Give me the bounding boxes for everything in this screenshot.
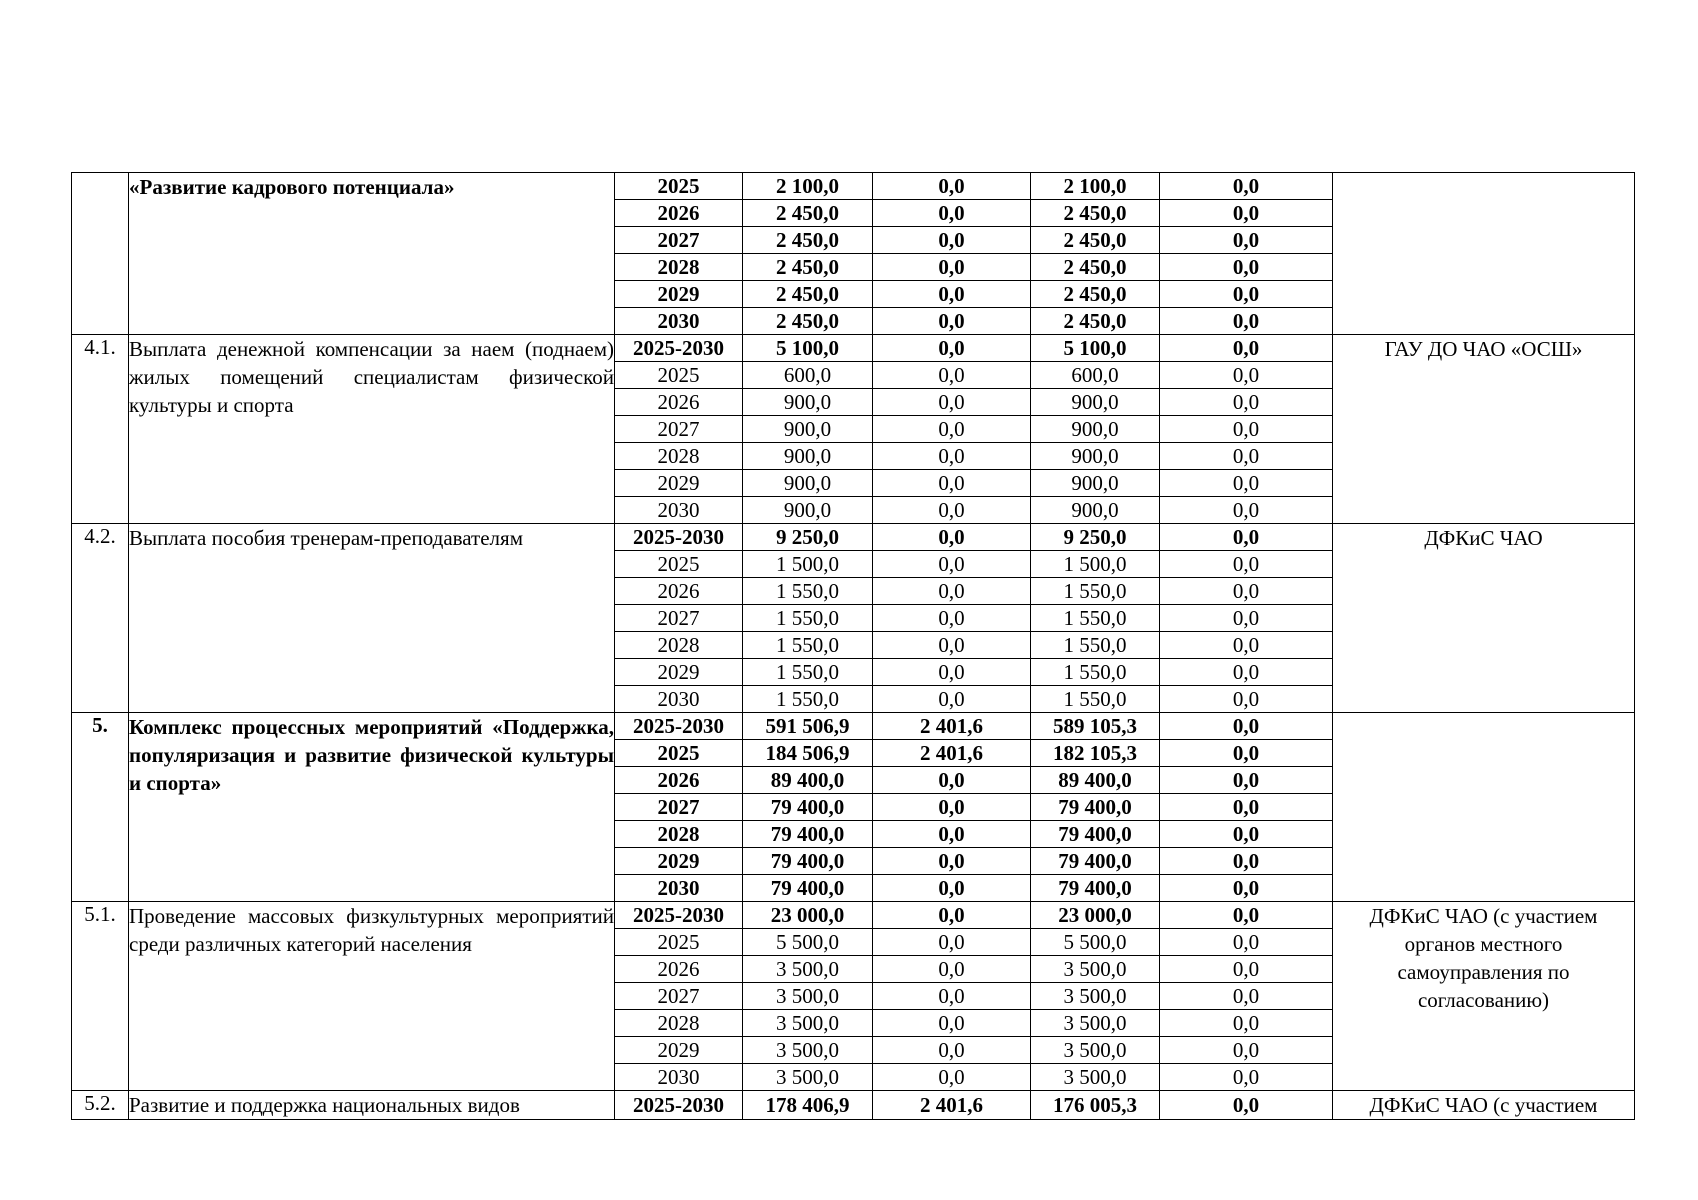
total-cell: 178 406,9: [743, 1091, 873, 1120]
amount-cell: 3 500,0: [1031, 956, 1160, 983]
responsible-executor: [1333, 173, 1635, 335]
total-cell: 3 500,0: [743, 1064, 873, 1091]
total-cell: 3 500,0: [743, 1037, 873, 1064]
amount-cell: 0,0: [1160, 389, 1333, 416]
total-cell: 900,0: [743, 416, 873, 443]
year-cell: 2030: [615, 1064, 743, 1091]
amount-cell: 2 401,6: [873, 1091, 1031, 1120]
amount-cell: 0,0: [873, 227, 1031, 254]
year-cell: 2029: [615, 848, 743, 875]
amount-cell: 0,0: [1160, 902, 1333, 929]
year-cell: 2026: [615, 389, 743, 416]
amount-cell: 0,0: [1160, 659, 1333, 686]
total-cell: 900,0: [743, 443, 873, 470]
total-cell: 79 400,0: [743, 794, 873, 821]
year-cell: 2025-2030: [615, 713, 743, 740]
item-number: 5.2.: [72, 1091, 129, 1120]
amount-cell: 2 401,6: [873, 713, 1031, 740]
amount-cell: 0,0: [873, 524, 1031, 551]
amount-cell: 2 450,0: [1031, 308, 1160, 335]
amount-cell: 0,0: [873, 794, 1031, 821]
table-row: [72, 524, 1635, 551]
year-cell: 2025: [615, 929, 743, 956]
year-cell: 2029: [615, 470, 743, 497]
amount-cell: 176 005,3: [1031, 1091, 1160, 1120]
total-cell: 2 450,0: [743, 227, 873, 254]
total-cell: 2 450,0: [743, 308, 873, 335]
year-cell: 2026: [615, 200, 743, 227]
amount-cell: 900,0: [1031, 416, 1160, 443]
amount-cell: 0,0: [873, 470, 1031, 497]
year-cell: 2025: [615, 740, 743, 767]
amount-cell: 0,0: [1160, 227, 1333, 254]
amount-cell: 0,0: [1160, 1091, 1333, 1120]
total-cell: 2 450,0: [743, 200, 873, 227]
amount-cell: 0,0: [1160, 497, 1333, 524]
amount-cell: 0,0: [873, 983, 1031, 1010]
item-number: 5.1.: [72, 902, 129, 1091]
year-cell: 2030: [615, 875, 743, 902]
amount-cell: 182 105,3: [1031, 740, 1160, 767]
amount-cell: 5 500,0: [1031, 929, 1160, 956]
year-cell: 2027: [615, 794, 743, 821]
total-cell: 9 250,0: [743, 524, 873, 551]
total-cell: 3 500,0: [743, 1010, 873, 1037]
amount-cell: 0,0: [1160, 848, 1333, 875]
amount-cell: 0,0: [1160, 983, 1333, 1010]
total-cell: 79 400,0: [743, 875, 873, 902]
amount-cell: 0,0: [873, 632, 1031, 659]
amount-cell: 23 000,0: [1031, 902, 1160, 929]
amount-cell: 0,0: [873, 335, 1031, 362]
amount-cell: 0,0: [873, 686, 1031, 713]
amount-cell: 2 450,0: [1031, 281, 1160, 308]
amount-cell: 0,0: [873, 875, 1031, 902]
amount-cell: 0,0: [873, 821, 1031, 848]
amount-cell: 1 550,0: [1031, 578, 1160, 605]
year-cell: 2025-2030: [615, 335, 743, 362]
item-name: Выплата пособия тренерам-преподавателям: [129, 524, 615, 713]
responsible-executor: [1333, 713, 1635, 902]
amount-cell: 1 550,0: [1031, 632, 1160, 659]
total-cell: 79 400,0: [743, 821, 873, 848]
amount-cell: 2 450,0: [1031, 254, 1160, 281]
amount-cell: 0,0: [873, 1037, 1031, 1064]
year-cell: 2028: [615, 254, 743, 281]
amount-cell: 0,0: [873, 200, 1031, 227]
amount-cell: 0,0: [1160, 1037, 1333, 1064]
amount-cell: 0,0: [873, 362, 1031, 389]
total-cell: 5 500,0: [743, 929, 873, 956]
total-cell: 600,0: [743, 362, 873, 389]
amount-cell: 0,0: [1160, 254, 1333, 281]
total-cell: 900,0: [743, 497, 873, 524]
year-cell: 2025: [615, 551, 743, 578]
year-cell: 2027: [615, 416, 743, 443]
amount-cell: 900,0: [1031, 443, 1160, 470]
amount-cell: 0,0: [873, 416, 1031, 443]
amount-cell: 2 450,0: [1031, 227, 1160, 254]
year-cell: 2027: [615, 227, 743, 254]
amount-cell: 0,0: [1160, 524, 1333, 551]
amount-cell: 0,0: [873, 1064, 1031, 1091]
amount-cell: 9 250,0: [1031, 524, 1160, 551]
amount-cell: 0,0: [1160, 956, 1333, 983]
amount-cell: 0,0: [1160, 632, 1333, 659]
amount-cell: 0,0: [873, 308, 1031, 335]
amount-cell: 0,0: [1160, 281, 1333, 308]
responsible-executor: ДФКиС ЧАО: [1333, 524, 1635, 713]
amount-cell: 0,0: [1160, 173, 1333, 200]
total-cell: 5 100,0: [743, 335, 873, 362]
amount-cell: 0,0: [1160, 1064, 1333, 1091]
year-cell: 2026: [615, 767, 743, 794]
amount-cell: 3 500,0: [1031, 1037, 1160, 1064]
amount-cell: 3 500,0: [1031, 983, 1160, 1010]
amount-cell: 0,0: [873, 173, 1031, 200]
year-cell: 2028: [615, 443, 743, 470]
total-cell: 2 450,0: [743, 281, 873, 308]
amount-cell: 1 550,0: [1031, 659, 1160, 686]
amount-cell: 0,0: [873, 929, 1031, 956]
amount-cell: 5 100,0: [1031, 335, 1160, 362]
amount-cell: 0,0: [1160, 416, 1333, 443]
total-cell: 900,0: [743, 389, 873, 416]
amount-cell: 2 401,6: [873, 740, 1031, 767]
amount-cell: 1 550,0: [1031, 686, 1160, 713]
amount-cell: 0,0: [1160, 578, 1333, 605]
amount-cell: 900,0: [1031, 389, 1160, 416]
total-cell: 89 400,0: [743, 767, 873, 794]
total-cell: 184 506,9: [743, 740, 873, 767]
total-cell: 23 000,0: [743, 902, 873, 929]
total-cell: 1 550,0: [743, 578, 873, 605]
amount-cell: 0,0: [1160, 875, 1333, 902]
year-cell: 2029: [615, 281, 743, 308]
amount-cell: 0,0: [873, 956, 1031, 983]
amount-cell: 0,0: [873, 254, 1031, 281]
amount-cell: 0,0: [873, 497, 1031, 524]
amount-cell: 0,0: [1160, 470, 1333, 497]
responsible-executor: ДФКиС ЧАО (с участием органов местного самоуправления по согласованию): [1333, 902, 1635, 1091]
table-row: [72, 713, 1635, 740]
amount-cell: 1 500,0: [1031, 551, 1160, 578]
year-cell: 2025-2030: [615, 1091, 743, 1120]
total-cell: 900,0: [743, 470, 873, 497]
year-cell: 2029: [615, 1037, 743, 1064]
year-cell: 2030: [615, 686, 743, 713]
year-cell: 2026: [615, 578, 743, 605]
amount-cell: 0,0: [1160, 605, 1333, 632]
amount-cell: 0,0: [1160, 335, 1333, 362]
total-cell: 3 500,0: [743, 983, 873, 1010]
amount-cell: 0,0: [1160, 443, 1333, 470]
item-name: Комплекс процессных мероприятий «Поддержка, популяризация и развитие физической культуры и спорта»: [129, 713, 615, 902]
total-cell: 1 550,0: [743, 632, 873, 659]
amount-cell: 0,0: [1160, 794, 1333, 821]
item-number: 5.: [72, 713, 129, 902]
responsible-executor: ДФКиС ЧАО (с участием: [1333, 1091, 1635, 1120]
amount-cell: 79 400,0: [1031, 875, 1160, 902]
year-cell: 2025: [615, 362, 743, 389]
amount-cell: 0,0: [1160, 740, 1333, 767]
responsible-executor: ГАУ ДО ЧАО «ОСШ»: [1333, 335, 1635, 524]
amount-cell: 3 500,0: [1031, 1010, 1160, 1037]
amount-cell: 0,0: [1160, 713, 1333, 740]
amount-cell: 79 400,0: [1031, 848, 1160, 875]
year-cell: 2027: [615, 983, 743, 1010]
item-number: 4.1.: [72, 335, 129, 524]
total-cell: 2 450,0: [743, 254, 873, 281]
year-cell: 2025: [615, 173, 743, 200]
year-cell: 2030: [615, 308, 743, 335]
amount-cell: 0,0: [1160, 686, 1333, 713]
year-cell: 2028: [615, 632, 743, 659]
amount-cell: 0,0: [873, 605, 1031, 632]
amount-cell: 2 450,0: [1031, 200, 1160, 227]
year-cell: 2025-2030: [615, 524, 743, 551]
year-cell: 2026: [615, 956, 743, 983]
total-cell: 79 400,0: [743, 848, 873, 875]
total-cell: 1 550,0: [743, 686, 873, 713]
amount-cell: 0,0: [873, 767, 1031, 794]
item-name: Развитие и поддержка национальных видов: [129, 1091, 615, 1120]
item-number: [72, 173, 129, 335]
total-cell: 1 550,0: [743, 605, 873, 632]
amount-cell: 0,0: [873, 902, 1031, 929]
amount-cell: 0,0: [1160, 821, 1333, 848]
amount-cell: 0,0: [1160, 200, 1333, 227]
year-cell: 2029: [615, 659, 743, 686]
amount-cell: 89 400,0: [1031, 767, 1160, 794]
amount-cell: 0,0: [873, 578, 1031, 605]
amount-cell: 900,0: [1031, 497, 1160, 524]
table-row: [72, 902, 1635, 929]
amount-cell: 0,0: [873, 1010, 1031, 1037]
amount-cell: 0,0: [873, 281, 1031, 308]
amount-cell: 900,0: [1031, 470, 1160, 497]
amount-cell: 0,0: [1160, 551, 1333, 578]
year-cell: 2028: [615, 821, 743, 848]
item-number: 4.2.: [72, 524, 129, 713]
amount-cell: 0,0: [1160, 1010, 1333, 1037]
budget-table: [71, 172, 1635, 1120]
total-cell: 1 500,0: [743, 551, 873, 578]
year-cell: 2030: [615, 497, 743, 524]
amount-cell: 0,0: [873, 848, 1031, 875]
item-name: Проведение массовых физкультурных мероприятий среди различных категорий населения: [129, 902, 615, 1091]
amount-cell: 0,0: [873, 659, 1031, 686]
amount-cell: 79 400,0: [1031, 794, 1160, 821]
amount-cell: 589 105,3: [1031, 713, 1160, 740]
amount-cell: 1 550,0: [1031, 605, 1160, 632]
total-cell: 3 500,0: [743, 956, 873, 983]
year-cell: 2028: [615, 1010, 743, 1037]
year-cell: 2027: [615, 605, 743, 632]
year-cell: 2025-2030: [615, 902, 743, 929]
amount-cell: 0,0: [1160, 362, 1333, 389]
total-cell: 1 550,0: [743, 659, 873, 686]
amount-cell: 600,0: [1031, 362, 1160, 389]
amount-cell: 0,0: [873, 443, 1031, 470]
amount-cell: 0,0: [1160, 929, 1333, 956]
amount-cell: 0,0: [1160, 767, 1333, 794]
amount-cell: 3 500,0: [1031, 1064, 1160, 1091]
table-row: [72, 1091, 1635, 1120]
total-cell: 2 100,0: [743, 173, 873, 200]
item-name: Выплата денежной компенсации за наем (поднаем) жилых помещений специалистам физической культуры и спорта: [129, 335, 615, 524]
amount-cell: 0,0: [1160, 308, 1333, 335]
amount-cell: 0,0: [873, 551, 1031, 578]
item-name: «Развитие кадрового потенциала»: [129, 173, 615, 335]
amount-cell: 0,0: [873, 389, 1031, 416]
table-row: [72, 173, 1635, 200]
table-row: [72, 335, 1635, 362]
total-cell: 591 506,9: [743, 713, 873, 740]
amount-cell: 2 100,0: [1031, 173, 1160, 200]
amount-cell: 79 400,0: [1031, 821, 1160, 848]
